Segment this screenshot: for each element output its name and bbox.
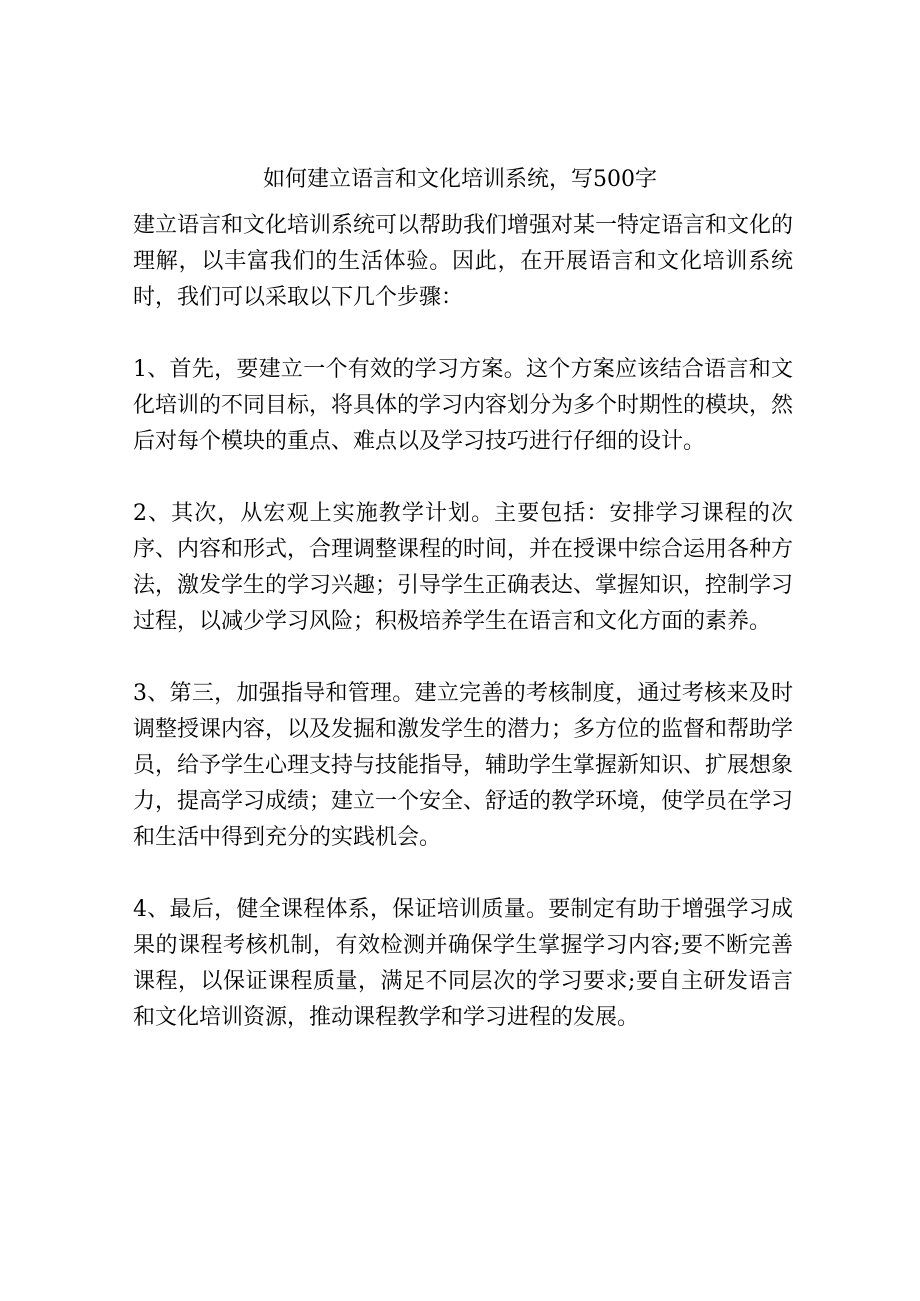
step-1-paragraph: 1、首先，要建立一个有效的学习方案。这个方案应该结合语言和文化培训的不同目标，将具体的学习内容划分为多个时期性的模块，然后对每个模块的重点、难点以及学习技巧进行仔细的设计。 (133, 357, 794, 454)
intro-paragraph: 建立语言和文化培训系统可以帮助我们增强对某一特定语言和文化的理解，以丰富我们的生活体验。因此，在开展语言和文化培训系统时，我们可以采取以下几个步骤： (133, 213, 794, 310)
step-3-paragraph: 3、第三，加强指导和管理。建立完善的考核制度，通过考核来及时调整授课内容，以及发掘和激发学生的潜力；多方位的监督和帮助学员，给予学生心理支持与技能指导，辅助学生掌握新知识、扩展想象力，提高学习成绩；建立一个安全、舒适的教学环境，使学员在学习和生活中得到充分的实践机会。 (133, 681, 794, 850)
step-2-paragraph: 2、其次，从宏观上实施教学计划。主要包括：安排学习课程的次序、内容和形式，合理调整课程的时间，并在授课中综合运用各种方法，激发学生的学习兴趣；引导学生正确表达、掌握知识，控制学习过程，以减少学习风险；积极培养学生在语言和文化方面的素养。 (133, 501, 794, 634)
document-title: 如何建立语言和文化培训系统，写500字 (263, 167, 657, 192)
document-body (133, 208, 793, 1072)
step-4-paragraph: 4、最后，健全课程体系，保证培训质量。要制定有助于增强学习成果的课程考核机制，有效检测并确保学生掌握学习内容;要不断完善课程，以保证课程质量，满足不同层次的学习要求;要自主研发语言和文化培训资源，推动课程教学和学习进程的发展。 (133, 897, 793, 1030)
